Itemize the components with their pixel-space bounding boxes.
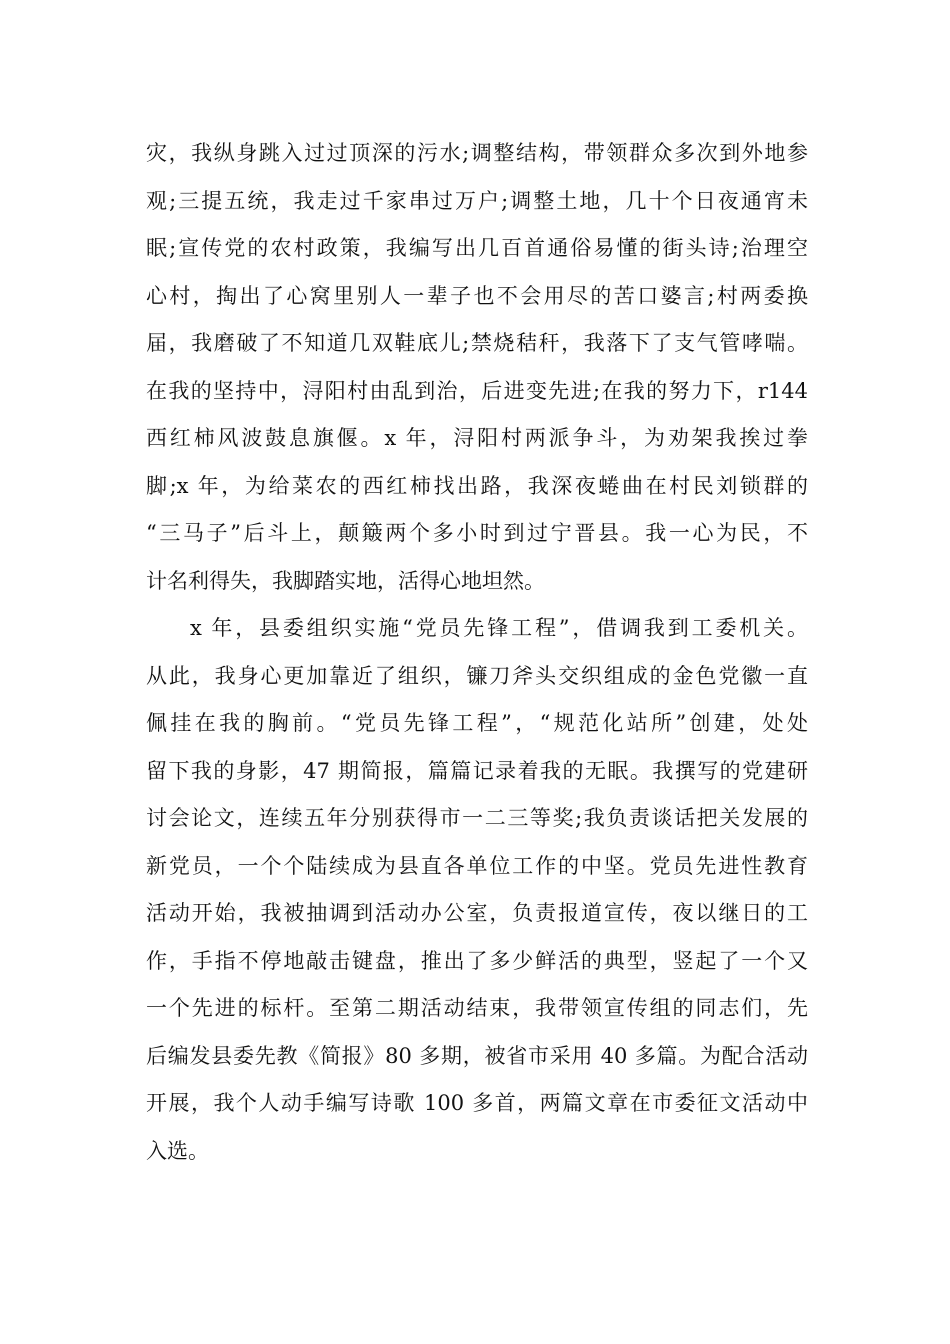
text-line: 开展，我个人动手编写诗歌 100 多首，两篇文章在市委征文活动中 — [146, 1091, 808, 1115]
text-line: 从此，我身心更加靠近了组织，镰刀斧头交织组成的金色党徽一直 — [146, 663, 808, 688]
text-line: 观;三提五统，我走过千家串过万户;调整土地，几十个日夜通宵未 — [146, 188, 808, 213]
text-line: 留下我的身影，47 期简报，篇篇记录着我的无眠。我撰写的党建研 — [146, 758, 808, 783]
text-line: 讨会论文，连续五年分别获得市一二三等奖;我负责谈话把关发展的 — [146, 806, 808, 830]
text-line: 佩挂在我的胸前。“党员先锋工程”，“规范化站所”创建，处处 — [146, 711, 808, 735]
text-line: x 年，县委组织实施“党员先锋工程”，借调我到工委机关。 — [190, 616, 808, 640]
text-line: 眠;宣传党的农村政策，我编写出几百首通俗易懂的街头诗;治理空 — [146, 236, 808, 260]
text-line: 作，手指不停地敲击键盘，推出了多少鲜活的典型，竖起了一个又 — [146, 948, 808, 973]
paragraph — [146, 605, 808, 1175]
text-line: 心村，掏出了心窝里别人一辈子也不会用尽的苦口婆言;村两委换 — [146, 283, 808, 308]
paragraph — [146, 130, 808, 605]
text-line: 计名利得失，我脚踏实地，活得心地坦然。 — [146, 568, 545, 593]
text-line: 新党员，一个个陆续成为县直各单位工作的中坚。党员先进性教育 — [146, 853, 808, 878]
text-line: 活动开始，我被抽调到活动办公室，负责报道宣传，夜以继日的工 — [146, 901, 808, 925]
text-line: “三马子”后斗上，颠簸两个多小时到过宁晋县。我一心为民，不 — [146, 521, 808, 545]
text-line: 一个先进的标杆。至第二期活动结束，我带领宣传组的同志们，先 — [146, 996, 808, 1020]
text-line: 灾，我纵身跳入过过顶深的污水;调整结构，带领群众多次到外地参 — [146, 141, 808, 165]
text-line: 后编发县委先教《简报》80 多期，被省市采用 40 多篇。为配合活动 — [146, 1043, 808, 1068]
text-line: 届，我磨破了不知道几双鞋底儿;禁烧秸秆，我落下了支气管哮喘。 — [146, 331, 808, 355]
text-line: 在我的坚持中，浔阳村由乱到治，后进变先进;在我的努力下，r144 — [146, 378, 808, 403]
text-line: 西红柿风波鼓息旗偃。x 年，浔阳村两派争斗，为劝架我挨过拳 — [146, 426, 808, 450]
text-line: 脚;x 年，为给菜农的西红柿找出路，我深夜蜷曲在村民刘锁群的 — [146, 473, 808, 498]
document-page — [146, 130, 808, 1175]
text-line: 入选。 — [146, 1138, 209, 1163]
